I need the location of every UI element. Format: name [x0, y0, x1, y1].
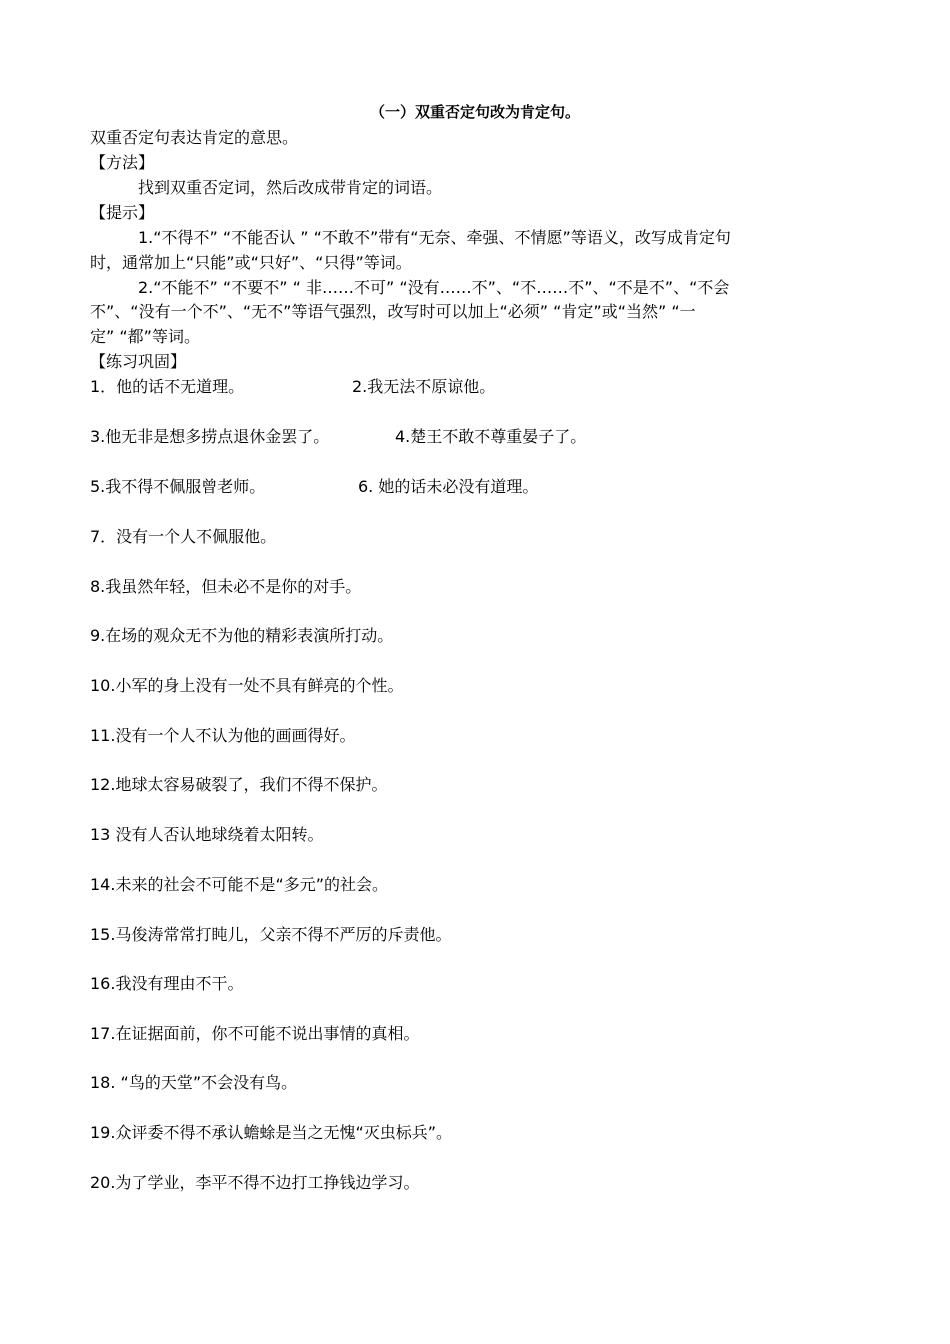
- question-item: 19.众评委不得不承认蟾蜍是当之无愧“灭虫标兵”。: [90, 1123, 453, 1142]
- tip2-line2: 不”、“没有一个不”、“无不”等语气强烈，改写时可以加上“必须” “肯定”或“当然” “一: [90, 302, 696, 321]
- question-item: 7．没有一个人不佩服他。: [90, 527, 277, 546]
- question-item: 15.马俊涛常常打盹儿，父亲不得不严厉的斥责他。: [90, 925, 452, 944]
- method-text: 找到双重否定词，然后改成带肯定的词语。: [138, 178, 443, 197]
- question-row: [90, 375, 860, 399]
- question-item: 16.我没有理由不干。: [90, 974, 244, 993]
- question-item: 9.在场的观众无不为他的精彩表演所打动。: [90, 626, 394, 645]
- question-item: 13 没有人否认地球绕着太阳转。: [90, 825, 324, 844]
- tips-label: 【提示】: [90, 203, 155, 222]
- question-item: 18. “鸟的天堂”不会没有鸟。: [90, 1073, 298, 1092]
- tip1-line1: 1.“不得不” “不能否认 ” “不敢不”带有“无奈、牵强、不情愿”等语义，改写成肯定句: [138, 228, 731, 247]
- question-item: 12.地球太容易破裂了，我们不得不保护。: [90, 775, 388, 794]
- question-item: 1．他的话不无道理。: [90, 377, 245, 396]
- method-label: 【方法】: [90, 153, 155, 172]
- question-item: 2.我无法不原谅他。: [352, 377, 496, 396]
- intro-text: 双重否定句表达肯定的意思。: [90, 128, 299, 147]
- question-row: [90, 425, 860, 449]
- question-item: 6. 她的话未必没有道理。: [358, 477, 539, 496]
- question-item: 11.没有一个人不认为他的画画得好。: [90, 726, 356, 745]
- tip1-line2: 时，通常加上“只能”或“只好”、“只得”等词。: [90, 253, 412, 272]
- tip2-line1: 2.“不能不” “不要不” “ 非……不可” “没有……不”、“不……不”、“不是不”、“不会: [138, 278, 730, 297]
- tip2-line3: 定” “都”等词。: [90, 327, 200, 346]
- question-item: 8.我虽然年轻，但未必不是你的对手。: [90, 577, 362, 596]
- question-item: 17.在证据面前，你不可能不说出事情的真相。: [90, 1024, 420, 1043]
- question-item: 10.小军的身上没有一处不具有鲜亮的个性。: [90, 676, 404, 695]
- question-item: 20.为了学业，李平不得不边打工挣钱边学习。: [90, 1173, 420, 1192]
- question-row: [90, 475, 860, 499]
- question-item: 4.楚王不敢不尊重晏子了。: [395, 427, 587, 446]
- question-item: 14.未来的社会不可能不是“多元”的社会。: [90, 875, 389, 894]
- practice-label: 【练习巩固】: [90, 352, 187, 371]
- question-item: 3.他无非是想多捞点退休金罢了。: [90, 427, 330, 446]
- page-title: （一）双重否定句改为肯定句。: [369, 103, 580, 121]
- question-item: 5.我不得不佩服曾老师。: [90, 477, 266, 496]
